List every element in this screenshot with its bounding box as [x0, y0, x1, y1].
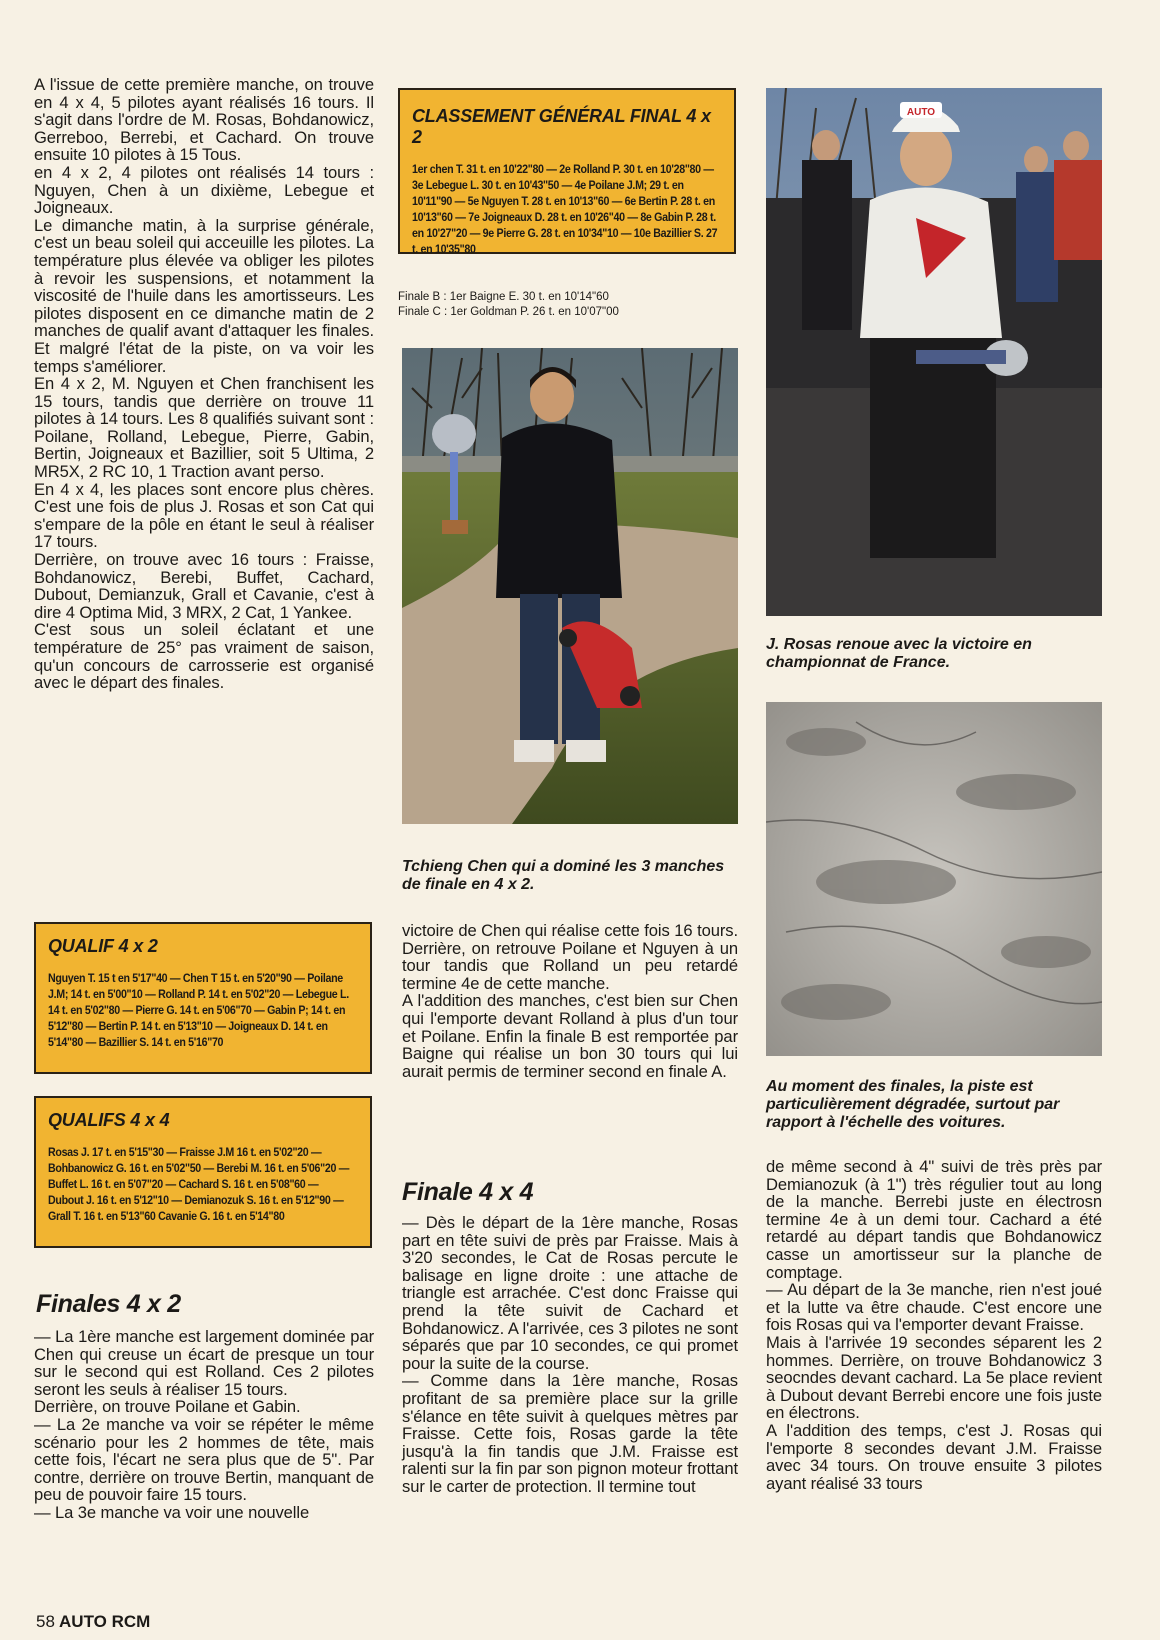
- finale-bc-results: [398, 290, 736, 320]
- finales-4x2-heading: Finales 4 x 2: [36, 1290, 181, 1318]
- intro-paragraph: Derrière, on trouve avec 16 tours : Fraisse, Bohdanowicz, Berebi, Buffet, Cachard, Dubout, Demianzuk, Grall et Cavanie, c'est à dire 4 Optima Mid, 3 MRX, 2 Cat, 1 Yankee.: [34, 550, 374, 622]
- qualif-4x2-title: QUALIF 4 x 2: [48, 936, 158, 956]
- right-paragraph: — Au départ de la 3e manche, rien n'est joué et la lutte va être chaude. C'est encore une fois Rosas qui va l'emporter devant Fraisse.: [766, 1280, 1102, 1335]
- chen-photo: [402, 348, 738, 824]
- intro-paragraph: C'est sous un soleil éclatant et une température de 25° pas vraiment de saison, qu'un concours de carrosserie est organisé avec le départ des finales.: [34, 620, 374, 693]
- chen-photo-caption: Tchieng Chen qui a dominé les 3 manches de finale en 4 x 2.: [402, 858, 725, 893]
- classement-title: CLASSEMENT GÉNÉRAL FINAL 4 x 2: [412, 106, 711, 147]
- middle-paragraph: A l'addition des manches, c'est bien sur Chen qui l'emporte devant Rolland à plus d'un tour et Poilane. Enfin la finale B est remportée par Baigne qui réalise un bon 30 tours qui lui aurait permis de terminer second en finale A.: [402, 991, 738, 1081]
- finale-b-result: Finale B : 1er Baigne E. 30 t. en 10'14"60: [398, 291, 609, 303]
- middle-paragraph: victoire de Chen qui réalise cette fois 16 tours. Derrière, on retrouve Poilane et Nguyen à un tour tandis que Rolland un peu retardé termine 4e de cette manche.: [402, 921, 738, 993]
- left-column: [34, 76, 374, 692]
- intro-paragraph: En 4 x 4, les places sont encore plus chères. C'est une fois de plus J. Rosas et son Cat qui s'empare de la pôle en étant le seul à réaliser 17 tours.: [34, 479, 374, 552]
- finales-4x2-paragraph: — La 2e manche va voir se répéter le même scénario pour les 2 hommes de tête, mais cette fois, l'écart ne sera plus que de 5". Par contre, derrière on trouve Bertin, manquant de peu de pouvoir faire 15 tours.: [34, 1414, 374, 1505]
- intro-paragraph: A l'issue de cette première manche, on trouve en 4 x 4, 5 pilotes ayant réalisés 16 tours. Il s'agit dans l'ordre de M. Rosas, Bohdanowicz, Gerreboo, Berrebi, et Cachard. On trouve ensuite 10 pilotes à 15 Tous.: [34, 75, 374, 165]
- rosas-photo-caption: J. Rosas renoue avec la victoire en championnat de France.: [766, 636, 1032, 671]
- middle-continuation: [402, 922, 738, 1080]
- page-footer: [36, 1612, 150, 1632]
- page-number: 58: [36, 1612, 55, 1631]
- finale-c-result: Finale C : 1er Goldman P. 26 t. en 10'07"00: [398, 306, 619, 318]
- qualif-4x2-results: Nguyen T. 15 t en 5'17"40 — Chen T 15 t. en 5'20"90 — Poilane J.M; 14 t. en 5'00"10 — Rolland P. 14 t. en 5'02"20 — Lebegue L. 14 t. en 5'02"80 — Pierre G. 14 t. en 5'06"70 — Gabin P; 14 t. en 5'12"80 — Bertin P. 14 t. en 5'13"10 — Joigneaux D. 14 t. en 5'14"80 — Bazillier S. 14 t. en 5'16"70: [48, 972, 349, 1049]
- right-column-text: [766, 1158, 1102, 1492]
- finales-4x2-text: [34, 1328, 374, 1522]
- intro-paragraph: Le dimanche matin, à la surprise générale, c'est un beau soleil qui acceuille les pilotes. La température plus élevée va obliger les pilotes à revoir les suspensions, et notamment la viscosité de l'huile dans les amortisseurs. Les pilotes disposent en ce dimanche matin de 2 manches de qualif avant d'attaquer les finales. Et malgré l'état de la piste, on va voir les temps s'améliorer.: [34, 215, 374, 376]
- finales-4x2-paragraph: Derrière, on trouve Poilane et Gabin.: [34, 1397, 301, 1417]
- right-paragraph: Mais à l'arrivée 19 secondes séparent les 2 hommes. Derrière, on trouve Bohdanowicz 3 seocndes devant cachard. La 5e place revient à Dubout devant Berrebi encore une fois juste en électrons.: [766, 1332, 1102, 1423]
- qualifs-4x4-results: Rosas J. 17 t. en 5'15"30 — Fraisse J.M 16 t. en 5'02"20 — Bohbanowicz G. 16 t. en 5'02"50 — Berebi M. 16 t. en 5'06"20 — Buffet L. 16 t. en 5'07"20 — Cachard S. 16 t. en 5'08"60 — Dubout J. 16 t. en 5'12"10 — Demianozuk S. 16 t. en 5'12"90 — Grall T. 16 t. en 5'13"60 Cavanie G. 16 t. en 5'14"80: [48, 1146, 350, 1223]
- finale-4x4-text: [402, 1214, 738, 1496]
- finale-4x4-paragraph: — Dès le départ de la 1ère manche, Rosas part en tête suivi de près par Fraisse. Mais à 3'20 secondes, le Cat de Rosas percute le balisage en ligne droite : une attache de triangle est arrachée. C'est donc Fraisse qui prend la tête suivit de Cachard et Bohdanowicz. A l'arrivée, ces 3 pilotes ne sont séparés que par 10 secondes, ce qui promet pour la suite de la course.: [402, 1213, 738, 1373]
- finale-4x4-paragraph: — Comme dans la 1ère manche, Rosas profitant de sa première place sur la grille s'élance en tête suivit à quelques mètres par Fraisse. Cette fois, Rosas garde la tête jusqu'à la fin tandis que J.M. Fraisse est ralenti sur la fin par son pignon moteur frottant sur le carter de protection. Il termine tout: [402, 1371, 738, 1496]
- track-photo-caption: Au moment des finales, la piste est particulièrement dégradée, surtout par rapport à l'échelle des voitures.: [766, 1078, 1060, 1131]
- magazine-name: AUTO RCM: [59, 1612, 151, 1631]
- finales-4x2-paragraph: — La 3e manche va voir une nouvelle: [34, 1502, 310, 1522]
- qualifs-4x4-title: QUALIFS 4 x 4: [48, 1110, 170, 1130]
- finale-4x4-heading: Finale 4 x 4: [402, 1178, 534, 1206]
- finales-4x2-paragraph: — La 1ère manche est largement dominée par Chen qui creuse un écart de presque un tour sur le second qui est Rolland. Ces 2 pilotes seront les seuls à réaliser 15 tours.: [34, 1327, 374, 1399]
- intro-paragraph: en 4 x 2, 4 pilotes ont réalisés 14 tours : Nguyen, Chen à un dixième, Lebegue et Joigneaux.: [34, 162, 374, 218]
- classement-results: 1er chen T. 31 t. en 10'22"80 — 2e Rolland P. 30 t. en 10'28"80 — 3e Lebegue L. 30 t. en 10'43"50 — 4e Poilane J.M; 29 t. en 10'11"90 — 5e Nguyen T. 28 t. en 10'13"60 — 6e Bertin P. 28 t. en 10'13"60 — 7e Joigneaux D. 28 t. en 10'26"40 — 8e Gabin P. 28 t. en 10'27"20 — 9e Pierre G. 28 t. en 10'34"10 — 10e Bazillier S. 27 t. en 10'35"80: [412, 163, 718, 256]
- classement-box: [398, 88, 736, 254]
- track-photo: [766, 702, 1102, 1056]
- right-paragraph: A l'addition des temps, c'est J. Rosas qui l'emporte 8 secondes devant J.M. Fraisse avec 34 tours. On trouve ensuite 3 pilotes ayant réalisé 33 tours: [766, 1420, 1102, 1493]
- cap-badge-text: AUTO: [906, 107, 936, 118]
- qualifs-4x4-box: [34, 1096, 372, 1248]
- intro-paragraph: En 4 x 2, M. Nguyen et Chen franchisent les 15 tours, tandis que derrière on trouve 11 pilotes à 14 tours. Les 8 qualifiés suivant sont : Poilane, Rolland, Lebegue, Pierre, Gabin, Bertin, Joigneaux et Bazillier, soit 5 Ultima, 2 MR5X, 2 RC 10, 1 Traction avant perso.: [34, 374, 374, 482]
- right-paragraph: de même second à 4" suivi de très près par Demianozuk (à 1") très régulier tout au long de la manche. Berrebi juste en électrosn termine 4e à un demi tour. Cachard a été retardé au départ tandis que Bohdanowicz casse un amortisseur sur la planche de comptage.: [766, 1157, 1102, 1282]
- rosas-photo: [766, 88, 1102, 616]
- qualif-4x2-box: [34, 922, 372, 1074]
